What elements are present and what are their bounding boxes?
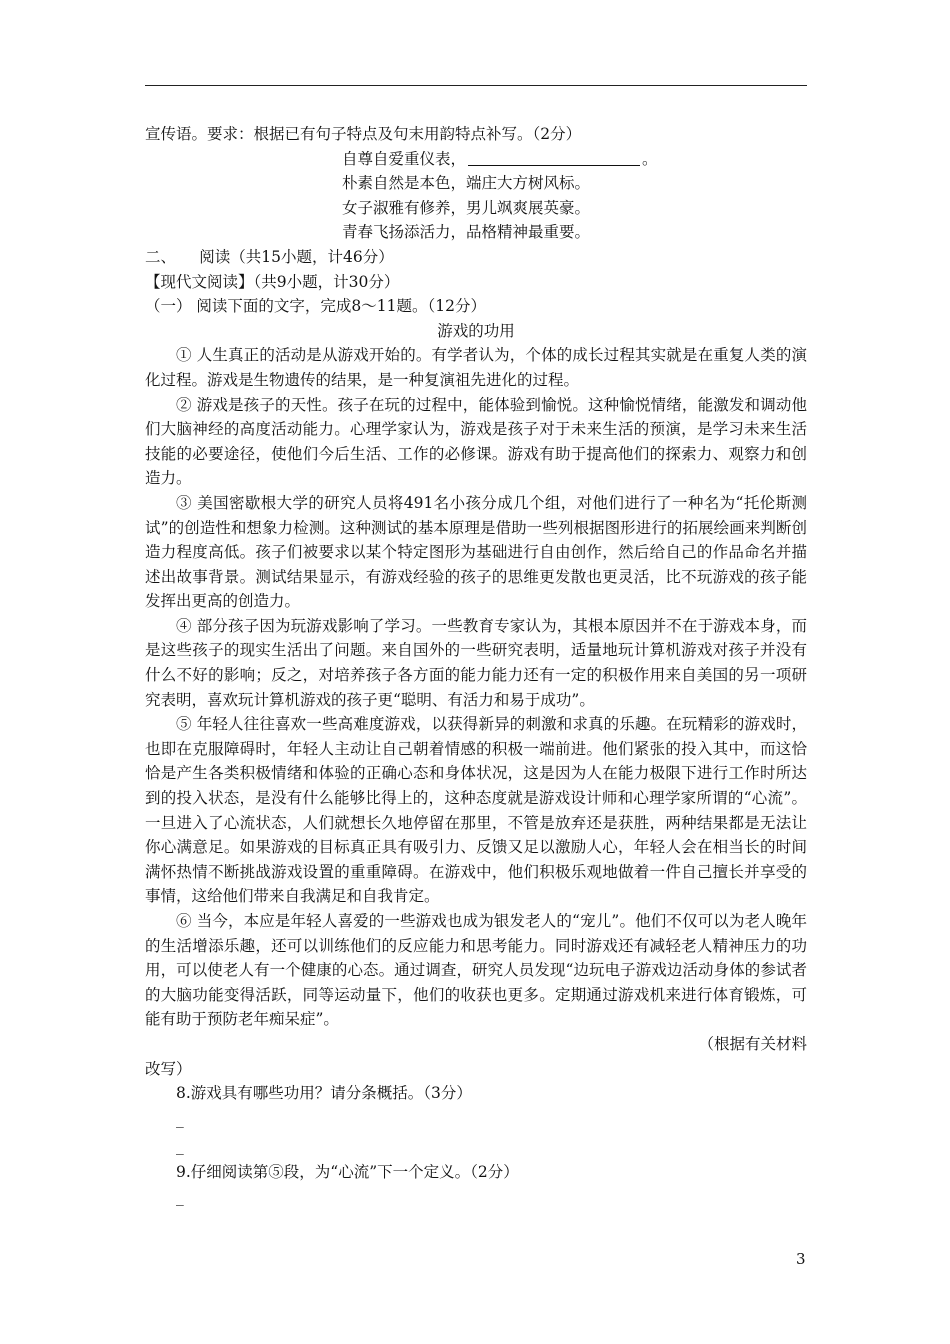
- paragraph-1: ① 人生真正的活动是从游戏开始的。有学者认为，个体的成长过程其实就是在重复人类的演化过程。游戏是生物遗传的结果，是一种复演祖先进化的过程。: [145, 346, 807, 389]
- couplet-1-before: 自尊自爱重仪表，: [342, 149, 467, 168]
- answer-line-8a[interactable]: _: [176, 1109, 184, 1128]
- section-heading: 二、 阅读（共15小题，计46分）: [145, 247, 394, 266]
- fill-blank[interactable]: [468, 149, 640, 166]
- couplet-1-after: 。: [642, 149, 658, 168]
- header-rule: [145, 85, 807, 86]
- paragraph-3: ③ 美国密歇根大学的研究人员将491名小孩分成几个组，对他们进行了一种名为“托伦斯测试”的创造性和想象力检测。这种测试的基本原理是借助一些列根据图形进行的拓展绘画来判断创造力程度高低。孩子们被要求以某个特定图形为基础进行自由创作，然后给自己的作品命名并描述出故事背景。测试结果显示，有游戏经验的孩子的思维更发散也更灵活，比不玩游戏的孩子能发挥出更高的创造力。: [145, 493, 807, 611]
- section-sub: 【现代文阅读】（共9小题，计30分）: [145, 272, 400, 291]
- intro-line: 宣传语。要求：根据已有句子特点及句末用韵特点补写。（2分）: [145, 125, 582, 143]
- answer-line-8b[interactable]: _: [176, 1136, 184, 1155]
- question-9: 9.仔细阅读第⑤段，为“心流”下一个定义。（2分）: [176, 1162, 519, 1181]
- paragraph-4: ④ 部分孩子因为玩游戏影响了学习。一些教育专家认为，其根本原因并不在于游戏本身，而是这些孩子的现实生活出了问题。来自国外的一些研究表明，适量地玩计算机游戏对孩子并没有什么不好的影响；反之，对培养孩子各方面的能力能力还有一定的积极作用来自美国的另一项研究表明，喜欢玩计算机游戏的孩子更“聪明、有活力和易于成功”。: [145, 616, 807, 709]
- page-content: [145, 122, 807, 1211]
- page-number: 3: [796, 1250, 806, 1268]
- couplet-4: 青春飞扬添活力，品格精神最重要。: [342, 223, 591, 242]
- answer-line-9[interactable]: _: [176, 1188, 184, 1207]
- couplet-3: 女子淑雅有修养，男儿飒爽展英豪。: [342, 198, 591, 217]
- couplet-1: [145, 147, 807, 172]
- couplet-2: 朴素自然是本色，端庄大方树风标。: [342, 174, 591, 193]
- section-part: （一） 阅读下面的文字，完成8～11题。（12分）: [145, 297, 486, 316]
- paragraph-5: ⑤ 年轻人往往喜欢一些高难度游戏，以获得新异的刺激和求真的乐趣。在玩精彩的游戏时，也即在克服障碍时，年轻人主动让自己朝着情感的积极一端前进。他们紧张的投入其中，而这恰恰是产生各类积极情绪和体验的正确心态和身体状况，这是因为人在能力极限下进行工作时所达到的投入状态，是没有什么能够比得上的，这种态度就是游戏设计师和心理学家所谓的“心流”。一旦进入了心流状态，人们就想长久地停留在那里，不管是放弃还是获胜，两种结果都是无法让你心满意足。如果游戏的目标真正具有吸引力、反馈又足以激励人心，年轻人会在相当长的时间满怀热情不断挑战游戏设置的重重障碍。在游戏中，他们积极乐观地做着一件自己擅长并享受的事情，这给他们带来自我满足和自我肯定。: [145, 715, 807, 906]
- article-title: 游戏的功用: [437, 321, 515, 340]
- question-8: 8.游戏具有哪些功用？请分条概括。（3分）: [176, 1084, 472, 1103]
- paragraph-6: ⑥ 当今，本应是年轻人喜爱的一些游戏也成为银发老人的“宠儿”。他们不仅可以为老人晚年的生活增添乐趣，还可以训练他们的反应能力和思考能力。同时游戏还有减轻老人精神压力的功用，可以使老人有一个健康的心态。通过调查，研究人员发现“边玩电子游戏边活动身体的参试者的大脑功能变得活跃，同等运动量下，他们的收获也更多。定期通过游戏机来进行体育锻炼，可能有助于预防老年痴呆症”。: [145, 912, 807, 1029]
- source-note-a: （根据有关材料: [698, 1034, 807, 1053]
- paragraph-2: ② 游戏是孩子的天性。孩子在玩的过程中，能体验到愉悦。这种愉悦情绪，能激发和调动他们大脑神经的高度活动能力。心理学家认为，游戏是孩子对于未来生活的预演，是学习未来生活技能的必要途径，使他们今后生活、工作的必修课。游戏有助于提高他们的探索力、观察力和创造力。: [145, 395, 807, 488]
- source-note-b: 改写）: [145, 1059, 192, 1078]
